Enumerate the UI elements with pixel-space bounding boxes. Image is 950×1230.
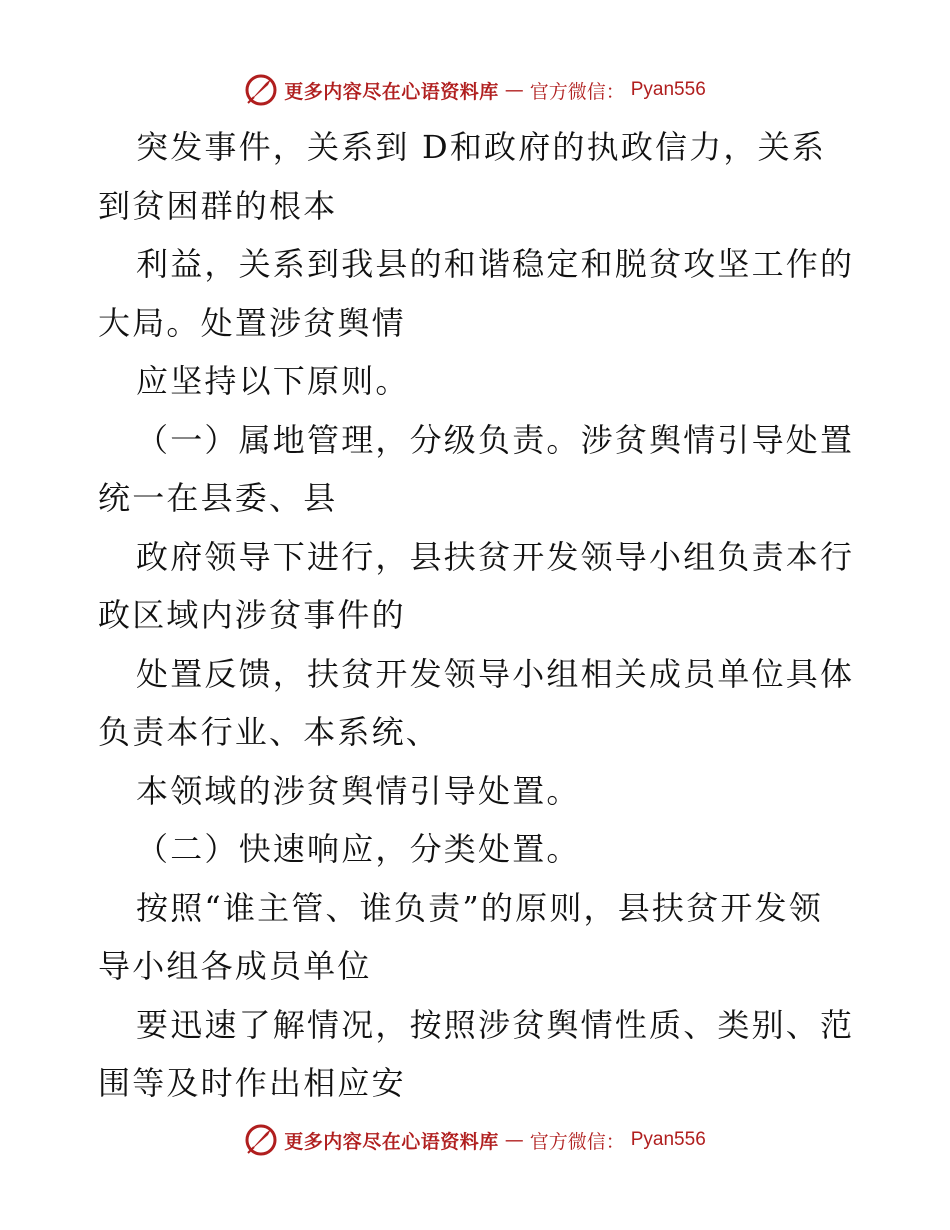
watermark-site-text: 更多内容尽在心语资料库 <box>284 1130 499 1153</box>
watermark-site-text: 更多内容尽在心语资料库 <box>284 80 499 103</box>
text-line: 围等及时作出相应安 <box>98 1064 406 1102</box>
text-line: 导小组各成员单位 <box>98 947 372 985</box>
text-line: 政区域内涉贫事件的 <box>98 596 406 634</box>
watermark-id: Pyan556 <box>630 1129 706 1150</box>
watermark-dash: — <box>504 1129 524 1151</box>
text-line: 按照“谁主管、谁负责”的原则，县扶贫开发领 <box>136 888 823 927</box>
quill-logo-icon <box>244 1123 278 1157</box>
watermark-label: 官方微信： <box>529 80 625 103</box>
text-line: 政府领导下进行，县扶贫开发领导小组负责本行 <box>136 537 855 576</box>
text-line: 大局。处置涉贫舆情 <box>98 303 406 342</box>
text-line: 到贫困群的根本 <box>98 186 338 225</box>
text-line: 利益，关系到我县的和谐稳定和脱贫攻坚工作的 <box>136 245 855 283</box>
text-line: 本领域的涉贫舆情引导处置。 <box>136 771 581 810</box>
watermark-label: 官方微信： <box>529 1130 625 1153</box>
text-line: 负责本行业、本系统、 <box>98 713 441 751</box>
text-line: 要迅速了解情况，按照涉贫舆情性质、类别、范 <box>136 1005 855 1044</box>
text-line: 突发事件，关系到 D和政府的执政信力，关系 <box>136 128 827 166</box>
text-line: 应坚持以下原则。 <box>136 362 410 400</box>
text-line: 处置反馈，扶贫开发领导小组相关成员单位具体 <box>136 654 855 693</box>
text-line: （二）快速响应，分类处置。 <box>136 830 581 868</box>
watermark-dash: — <box>504 79 524 101</box>
header-watermark <box>0 70 950 110</box>
text-line: （一）属地管理，分级负责。涉贫舆情引导处置 <box>136 420 855 459</box>
document-body <box>98 118 858 1113</box>
quill-logo-icon <box>244 73 278 107</box>
text-line: 统一在县委、县 <box>98 479 338 517</box>
footer-watermark <box>0 1120 950 1160</box>
watermark-id: Pyan556 <box>630 79 706 100</box>
